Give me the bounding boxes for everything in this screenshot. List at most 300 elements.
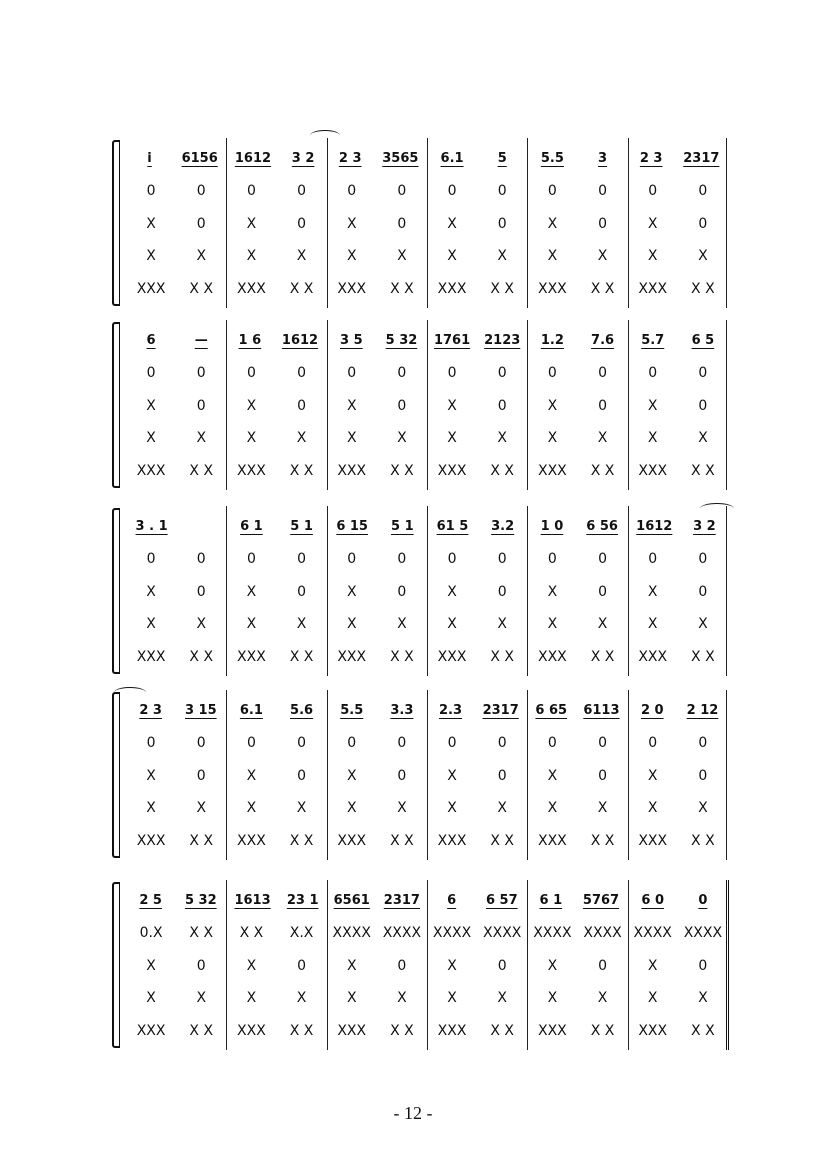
beat-notation: 0 <box>196 584 206 600</box>
measure <box>126 612 226 636</box>
beat-notation: X X <box>691 463 715 479</box>
beat-notation: X <box>346 768 357 784</box>
beat-notation: X <box>447 430 457 446</box>
beat-notation: XXXX <box>583 925 622 941</box>
beat-notation: 1612 <box>234 150 272 166</box>
measure <box>628 547 728 571</box>
beat-notation: XXX <box>638 649 668 665</box>
beat-notation: X <box>447 584 457 600</box>
measure <box>628 179 728 203</box>
measure <box>126 459 226 483</box>
beat-notation: 0 <box>598 183 607 199</box>
beat-notation: 0 <box>146 735 156 751</box>
beat-notation: XXX <box>136 1023 166 1039</box>
page-number: - 12 - <box>393 1103 433 1123</box>
measure <box>628 921 728 945</box>
beat-notation: X <box>647 768 658 784</box>
beat-notation: X X <box>289 1023 314 1039</box>
beat-notation: 0 <box>196 551 206 567</box>
beat-notation: XXX <box>638 281 668 297</box>
beat-notation: 0 <box>698 365 708 381</box>
beat-notation: i <box>147 150 152 166</box>
beat-notation: X X <box>691 281 715 297</box>
measure <box>527 179 627 203</box>
beat-notation: 0 <box>297 183 307 199</box>
beat-notation: 0 <box>598 551 607 567</box>
measure <box>226 328 326 352</box>
beat-notation: X X <box>691 1023 715 1039</box>
beat-notation: 0 <box>547 551 557 567</box>
beat-notation: 2317 <box>383 892 420 908</box>
measure <box>327 645 427 669</box>
beat-notation: X <box>647 616 658 632</box>
measure <box>427 986 527 1010</box>
beat-notation: X X <box>189 833 214 849</box>
measure <box>226 212 326 236</box>
beat-notation: X <box>647 430 658 446</box>
barline <box>628 506 629 676</box>
beat-notation: X <box>447 248 457 264</box>
beat-notation: 0 <box>397 183 407 199</box>
beat-notation: XXX <box>237 281 266 297</box>
beat-notation: 0 <box>648 551 658 567</box>
beat-notation: X <box>146 248 156 264</box>
beat-notation: 0 <box>347 365 357 381</box>
measure <box>226 731 326 755</box>
measure <box>527 146 627 170</box>
measure <box>126 921 226 945</box>
beat-notation: X <box>296 616 307 632</box>
measure <box>327 921 427 945</box>
beat-notation: 2 12 <box>686 702 719 718</box>
beat-notation: X <box>547 584 558 600</box>
beat-notation: 0 <box>196 183 206 199</box>
measure <box>327 888 427 912</box>
beat-notation: X X <box>490 463 515 479</box>
measure <box>427 547 527 571</box>
beat-notation: X <box>447 616 457 632</box>
measure <box>327 277 427 301</box>
measure <box>126 361 226 385</box>
barline <box>327 880 328 1050</box>
beat-notation: XXX <box>237 463 266 479</box>
beat-notation: 6 <box>146 332 156 348</box>
beat-notation: X <box>597 990 608 1006</box>
measure <box>427 426 527 450</box>
beat-notation: 6.1 <box>239 702 263 718</box>
measure <box>527 277 627 301</box>
beat-notation: XXXX <box>432 925 472 941</box>
measure <box>427 146 527 170</box>
barline <box>427 880 428 1050</box>
beat-notation: X <box>447 398 457 414</box>
measure <box>527 580 627 604</box>
beat-notation: X X <box>691 833 715 849</box>
beat-notation: X <box>397 800 407 816</box>
beat-notation: 0 <box>497 365 507 381</box>
beat-notation: 0 <box>497 398 507 414</box>
measure <box>226 645 326 669</box>
beat-notation: 6 57 <box>485 892 518 908</box>
measure <box>628 888 728 912</box>
barline <box>427 506 428 676</box>
beat-notation: 1612 <box>281 332 319 348</box>
measure <box>327 244 427 268</box>
beat-notation: X <box>597 430 608 446</box>
barline <box>726 690 727 860</box>
measure <box>628 277 728 301</box>
beat-notation: X X <box>289 833 314 849</box>
beat-notation: XXX <box>538 649 567 665</box>
beat-notation: X X <box>590 463 615 479</box>
slur-mark <box>310 130 340 141</box>
beat-notation: 0 <box>196 735 206 751</box>
measure <box>427 361 527 385</box>
beat-notation: X <box>497 430 508 446</box>
beat-notation: X <box>246 398 257 414</box>
beat-notation: X X <box>189 463 214 479</box>
beat-notation: X X <box>590 1023 615 1039</box>
beat-notation: 0 <box>698 183 708 199</box>
beat-notation: X X <box>189 649 214 665</box>
measure <box>628 212 728 236</box>
beat-notation: X <box>146 958 156 974</box>
beat-notation: X <box>447 768 457 784</box>
beat-notation: X <box>196 430 207 446</box>
beat-notation: 3565 <box>382 150 419 166</box>
measure <box>628 645 728 669</box>
slur-mark <box>114 687 146 698</box>
beat-notation: XXXX <box>332 925 371 941</box>
beat-notation: X X <box>390 1023 414 1039</box>
measure <box>527 645 627 669</box>
beat-notation: X <box>146 768 156 784</box>
beat-notation: 6 56 <box>586 518 618 534</box>
beat-notation: XXX <box>538 281 567 297</box>
beat-notation: 0 <box>698 398 708 414</box>
beat-notation: X <box>346 990 357 1006</box>
beat-notation: X <box>246 768 257 784</box>
beat-notation: 5 <box>497 150 507 166</box>
beat-notation: X <box>346 958 357 974</box>
measure <box>327 1019 427 1043</box>
beat-notation: 6 1 <box>539 892 563 908</box>
score-system <box>112 320 728 490</box>
beat-notation: 0 <box>447 551 457 567</box>
measure <box>126 764 226 788</box>
beat-notation: 0 <box>648 183 658 199</box>
measure <box>527 212 627 236</box>
beat-notation: X X <box>691 649 715 665</box>
measure <box>226 361 326 385</box>
system-bracket-line <box>119 884 120 1046</box>
beat-notation: X <box>647 248 658 264</box>
beat-notation: 0 <box>447 365 457 381</box>
measure <box>126 394 226 418</box>
beat-notation: 0 <box>447 183 457 199</box>
beat-notation: 0 <box>648 735 658 751</box>
measure <box>226 179 326 203</box>
beat-notation: 3.2 <box>491 518 515 534</box>
measure <box>527 459 627 483</box>
measure <box>126 547 226 571</box>
beat-notation: 0 <box>246 365 256 381</box>
measure <box>427 796 527 820</box>
score-system <box>112 506 728 676</box>
beat-notation: X <box>397 616 407 632</box>
measure <box>126 212 226 236</box>
beat-notation: X <box>547 958 558 974</box>
beat-notation: X X <box>590 281 615 297</box>
measure <box>327 986 427 1010</box>
measure <box>527 829 627 853</box>
barline <box>628 138 629 308</box>
beat-notation: XXX <box>136 281 166 297</box>
beat-notation: X X <box>289 463 314 479</box>
beat-notation: 0 <box>598 735 607 751</box>
beat-notation: 0 <box>698 735 708 751</box>
measure <box>327 179 427 203</box>
measure <box>126 244 226 268</box>
beat-notation: XXX <box>638 833 668 849</box>
beat-notation: 3 5 <box>340 332 363 348</box>
beat-notation: 5 1 <box>391 518 414 534</box>
measure <box>327 459 427 483</box>
beat-notation: 0 <box>547 183 557 199</box>
beat-notation: 0 <box>297 216 307 232</box>
measure <box>527 796 627 820</box>
beat-notation: 0 <box>297 365 307 381</box>
barline <box>226 880 227 1050</box>
beat-notation: X X <box>390 281 414 297</box>
beat-notation: 5 32 <box>385 332 418 348</box>
beat-notation: 2.3 <box>439 702 463 718</box>
beat-notation: 0 <box>246 735 256 751</box>
measure <box>628 731 728 755</box>
measure <box>427 764 527 788</box>
beat-notation: 0 <box>297 551 307 567</box>
measure <box>427 394 527 418</box>
measure <box>226 796 326 820</box>
beat-notation: XXX <box>237 649 266 665</box>
beat-notation: X X <box>239 925 264 941</box>
beat-notation: 0 <box>397 735 407 751</box>
beat-notation: X <box>296 990 307 1006</box>
beat-notation: 0 <box>146 183 156 199</box>
beat-notation: XXX <box>538 463 567 479</box>
beat-notation: X X <box>189 925 214 941</box>
barline <box>327 506 328 676</box>
beat-notation: 6 0 <box>641 892 665 908</box>
measure <box>327 394 427 418</box>
measure <box>527 954 627 978</box>
beat-notation: 3 2 <box>291 150 315 166</box>
measure <box>527 921 627 945</box>
beat-notation: XXX <box>638 463 668 479</box>
barline <box>327 690 328 860</box>
beat-notation: XXX <box>237 833 266 849</box>
beat-notation: X X <box>390 649 414 665</box>
beat-notation: 2317 <box>683 150 720 166</box>
measure <box>327 829 427 853</box>
beat-notation: X X <box>590 833 615 849</box>
score-system <box>112 138 728 308</box>
measure <box>226 426 326 450</box>
measure <box>427 731 527 755</box>
beat-notation: X <box>497 248 508 264</box>
beat-notation: X <box>246 616 257 632</box>
measure <box>126 731 226 755</box>
measure <box>628 829 728 853</box>
beat-notation: XXX <box>136 463 166 479</box>
measure <box>226 921 326 945</box>
beat-notation: 2 5 <box>139 892 162 908</box>
measure <box>126 829 226 853</box>
beat-notation: XXX <box>337 1023 367 1039</box>
measure <box>226 888 326 912</box>
measure <box>327 361 427 385</box>
beat-notation: 0 <box>397 551 407 567</box>
measure <box>527 244 627 268</box>
measure <box>628 514 728 538</box>
measure <box>427 514 527 538</box>
beat-notation: X <box>146 990 156 1006</box>
beat-notation: X X <box>390 833 414 849</box>
beat-notation: 0 <box>698 892 708 908</box>
measure <box>527 361 627 385</box>
barline <box>628 880 629 1050</box>
beat-notation: 0 <box>297 398 307 414</box>
measure <box>327 954 427 978</box>
beat-notation: 3 <box>598 150 608 166</box>
beat-notation: X X <box>289 281 314 297</box>
barline <box>628 690 629 860</box>
beat-notation: 5.6 <box>290 702 314 718</box>
measure <box>126 888 226 912</box>
beat-notation: 5.5 <box>340 702 364 718</box>
beat-notation: X <box>346 216 357 232</box>
beat-notation: X X <box>189 281 214 297</box>
beat-notation: X <box>196 248 207 264</box>
beat-notation: XXX <box>437 833 467 849</box>
beat-notation: 7.6 <box>591 332 615 348</box>
beat-notation: X <box>146 398 156 414</box>
measure <box>327 698 427 722</box>
beat-notation: X <box>246 430 257 446</box>
beat-notation: 0 <box>297 735 307 751</box>
measure <box>226 954 326 978</box>
beat-notation: 0 <box>246 183 256 199</box>
beat-notation: 1613 <box>234 892 271 908</box>
beat-notation: X <box>547 430 558 446</box>
beat-notation: 0 <box>497 551 507 567</box>
beat-notation: 3 15 <box>184 702 217 718</box>
beat-notation: 61 5 <box>436 518 469 534</box>
measure <box>527 547 627 571</box>
beat-notation: X <box>397 430 407 446</box>
measure <box>527 764 627 788</box>
measure <box>427 328 527 352</box>
measure <box>427 277 527 301</box>
barline <box>527 506 528 676</box>
measure <box>527 426 627 450</box>
beat-notation: X <box>547 800 558 816</box>
barline <box>628 320 629 490</box>
barline <box>327 320 328 490</box>
system-bracket-line <box>119 694 120 856</box>
beat-notation: X <box>698 616 708 632</box>
beat-notation: 5 1 <box>290 518 313 534</box>
barline <box>527 138 528 308</box>
beat-notation: X X <box>490 281 515 297</box>
beat-notation: X <box>447 958 457 974</box>
beat-notation: 6 5 <box>691 332 715 348</box>
barline <box>527 320 528 490</box>
beat-notation: X <box>246 216 257 232</box>
measure <box>628 612 728 636</box>
measure <box>628 459 728 483</box>
measure <box>527 612 627 636</box>
measure <box>628 426 728 450</box>
beat-notation: X <box>296 800 307 816</box>
beat-notation: X <box>597 616 608 632</box>
beat-notation: 0.X <box>139 925 163 941</box>
beat-notation: X <box>447 800 457 816</box>
barline <box>726 138 727 308</box>
beat-notation: 0 <box>447 735 457 751</box>
beat-notation: 0 <box>698 551 708 567</box>
barline <box>226 690 227 860</box>
beat-notation: X <box>547 248 558 264</box>
beat-notation: 0 <box>397 584 407 600</box>
beat-notation: 0 <box>397 365 407 381</box>
beat-notation: 0 <box>297 768 307 784</box>
beat-notation: X <box>346 800 357 816</box>
measure <box>628 580 728 604</box>
beat-notation: X <box>346 248 357 264</box>
beat-notation: 0 <box>598 958 607 974</box>
beat-notation: 5 32 <box>184 892 217 908</box>
beat-notation: 2 3 <box>338 150 362 166</box>
beat-notation: 0 <box>648 365 658 381</box>
beat-notation: X <box>146 616 156 632</box>
beat-notation: X <box>196 800 207 816</box>
beat-notation: X <box>647 958 658 974</box>
beat-notation: 0 <box>397 398 407 414</box>
measure <box>126 580 226 604</box>
beat-notation: 0 <box>397 958 407 974</box>
measure <box>628 146 728 170</box>
measure <box>327 328 427 352</box>
measure <box>126 954 226 978</box>
measure <box>427 179 527 203</box>
beat-notation: 5.7 <box>641 332 665 348</box>
beat-notation: X <box>698 990 708 1006</box>
beat-notation: 0 <box>497 584 507 600</box>
measure <box>327 580 427 604</box>
measure <box>527 986 627 1010</box>
beat-notation: 0 <box>347 551 357 567</box>
measure <box>427 954 527 978</box>
score-system <box>112 880 728 1050</box>
beat-notation: X <box>547 398 558 414</box>
measure <box>527 888 627 912</box>
beat-notation: 2 3 <box>139 702 162 718</box>
measure <box>427 829 527 853</box>
beat-notation: X <box>196 616 207 632</box>
measure <box>628 954 728 978</box>
beat-notation: 0 <box>397 768 407 784</box>
